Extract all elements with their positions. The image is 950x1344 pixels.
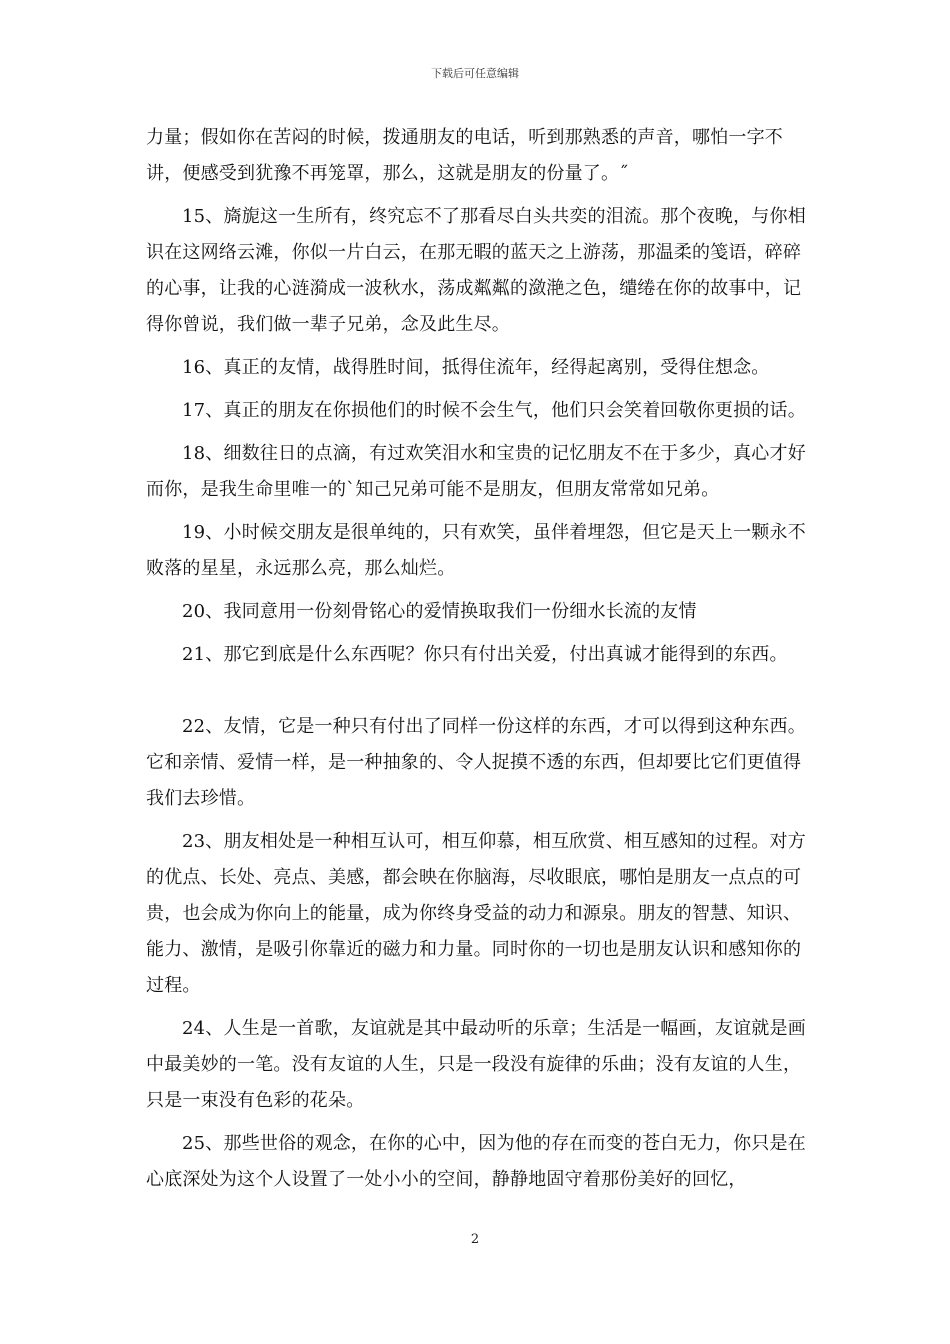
paragraph-19: 19、小时候交朋友是很单纯的，只有欢笑，虽伴着埋怨，但它是天上一颗永不败落的星星，永远那么亮，那么灿烂。 (146, 522, 806, 579)
paragraph-continuation: 力量；假如你在苦闷的时候，拨通朋友的电话，听到那熟悉的声音，哪怕一字不讲，便感受到犹豫不再笼罩，那么，这就是朋友的份量了。˝ (146, 127, 783, 184)
paragraph-22: 22、友情，它是一种只有付出了同样一份这样的东西，才可以得到这种东西。它和亲情、爱情一样，是一种抽象的、令人捉摸不透的东西，但却要比它们更值得我们去珍惜。 (146, 716, 806, 809)
paragraph-24: 24、人生是一首歌，友谊就是其中最动听的乐章；生活是一幅画，友谊就是画中最美妙的一笔。没有友谊的人生，只是一段没有旋律的乐曲；没有友谊的人生，只是一束没有色彩的花朵。 (146, 1018, 806, 1111)
paragraph-21: 21、那它到底是什么东西呢？你只有付出关爱，付出真诚才能得到的东西。 (182, 644, 788, 665)
paragraph-25: 25、那些世俗的观念，在你的心中，因为他的存在而变的苍白无力，你只是在心底深处为这个人设置了一处小小的空间，静静地固守着那份美好的回忆， (146, 1133, 806, 1190)
paragraph-16: 16、真正的友情，战得胜时间，抵得住流年，经得起离别，受得住想念。 (182, 357, 770, 378)
paragraph-23: 23、朋友相处是一种相互认可，相互仰慕，相互欣赏、相互感知的过程。对方的优点、长处、亮点、美感，都会映在你脑海，尽收眼底，哪怕是朋友一点点的可贵，也会成为你向上的能量，成为你终身受益的动力和源泉。朋友的智慧、知识、能力、激情，是吸引你靠近的磁力和力量。同时你的一切也是朋友认识和感知你的过程。 (146, 831, 806, 996)
document-body (146, 120, 818, 1205)
page-header: 下载后可任意编辑 (431, 67, 519, 80)
paragraph-17: 17、真正的朋友在你损他们的时候不会生气，他们只会笑着回敬你更损的话。 (182, 400, 806, 421)
paragraph-18: 18、细数往日的点滴，有过欢笑泪水和宝贵的记忆朋友不在于多少，真心才好而你，是我生命里唯一的`知己兄弟可能不是朋友，但朋友常常如兄弟。 (146, 443, 806, 500)
paragraph-20: 20、我同意用一份刻骨铭心的爱情换取我们一份细水长流的友情 (182, 601, 697, 622)
paragraph-15: 15、旖旎这一生所有，终究忘不了那看尽白头共奕的泪流。那个夜晚，与你相识在这网络云滩，你似一片白云，在那无暇的蓝天之上游荡，那温柔的笺语，碎碎的心事，让我的心涟漪成一波秋水，荡成粼粼的潋滟之色，缱绻在你的故事中，记得你曾说，我们做一辈子兄弟，念及此生尽。 (146, 206, 806, 335)
page-number: 2 (470, 1232, 480, 1247)
